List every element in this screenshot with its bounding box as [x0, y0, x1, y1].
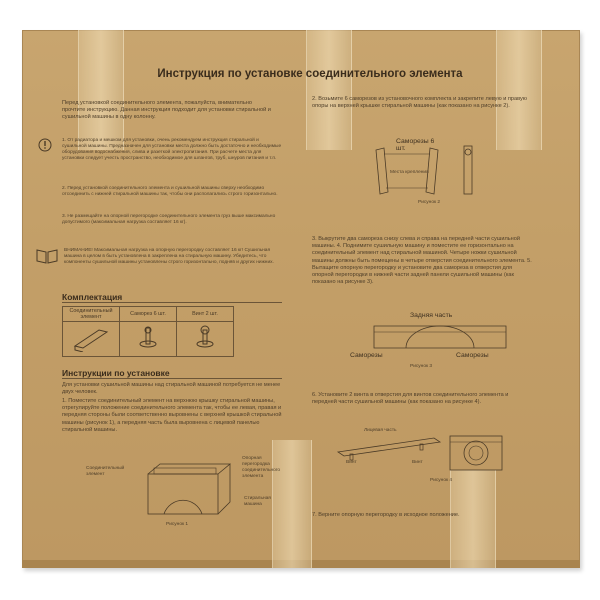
tape-strip-right	[496, 30, 542, 150]
bolt-icon	[195, 324, 215, 352]
fig4-label-screw-left: Винт	[346, 460, 357, 465]
kit-col-screws: Саморез 6 шт.	[120, 307, 177, 322]
fig2-label-mount: Места крепления	[390, 170, 429, 175]
kit-heading-underline	[62, 302, 282, 303]
figure-1-drawing	[136, 456, 236, 516]
kit-col-bolts: Винт 2 шт.	[177, 307, 234, 322]
step6-text: 6. Установите 2 винта в отверстия для винтов соединительного элемента и передней части сушильной машины (как показано на рисунке 4).	[312, 392, 509, 406]
kit-bolt-cell	[177, 322, 234, 357]
kit-table	[62, 306, 234, 357]
fig2-label-screws: Саморезы 6 шт.	[396, 138, 435, 152]
step2-text: 2. Возьмите 6 саморезов из установочного комплекта и закрепите левую и правую опоры на верхней крышке стиральной машины (как показано на рисунке 2).	[312, 96, 527, 110]
install-heading-underline	[62, 378, 282, 379]
fig4-label-screw-right: Винт	[412, 460, 423, 465]
fig1-label-support: Опорная перегородка соединительного элемента	[242, 456, 281, 479]
warning-text: ВНИМАНИЕ! Максимальная нагрузка на опорную перегородку составляет 16 кг! Сушильная машина в целом в быть установлена в закреплена на стиральную машину. Убедитесь, что компоненты сушильной машины установлены строго горизонтально, подняв и других нижних.	[64, 248, 274, 265]
page-title: Инструкция по установке соединительного элемента	[157, 68, 463, 80]
kit-col-element: Соединительный элемент	[63, 307, 120, 322]
figure-4-caption: Рисунок 4	[430, 478, 453, 483]
tape-strip-left	[78, 30, 124, 150]
note-2-text: 2. Перед установкой соединительного элемента и сушильной машины сверху необходимо отсоединить с нижней стиральной машины так, чтобы они располагались строго горизонтально.	[62, 186, 278, 197]
intro-text: Перед установкой соединительного элемента, пожалуйста, внимательно прочтите инструкцию. Данная инструкция подходит для установки стиральной и сушильной машины в одну колонну.	[62, 100, 271, 121]
step3-text: 3. Выкрутите два самореза снизу слева и справа на передней части сушильной машины. 4. Поднимите сушильную машину и поместите ее горизонтально на соединительный элемент над стиральной машиной. Четыре ножки сушильной машины должны быть помещены в четыре отверстия соединительного элемента. 5. Вытащите опорную перегородку и установите два самореза в отверстия для опорной перегородки в нижней части задней панели сушильной машины (как показано на рисунке 3).	[312, 236, 532, 286]
figure-4-right-drawing	[444, 426, 508, 474]
figure-2-caption: Рисунок 2	[418, 200, 441, 205]
fig3-label-screws-right: Саморезы	[456, 352, 489, 359]
install-step1-text: 1. Поместите соединительный элемент на верхнюю крышку стиральной машины, отрегулируйте положение соединительного элемента так, чтобы ее левая, правая и передняя стороны были соответственно выровнены с верхней крышкой стиральной машины (рисунок 1), а передняя часть была выровнена с лицевой панелью стиральной машины.	[62, 398, 282, 433]
connector-element-icon	[69, 324, 113, 352]
figure-3-drawing	[370, 318, 510, 354]
figure-1-caption: Рисунок 1	[166, 522, 189, 527]
kit-heading: Комплектация	[62, 292, 123, 302]
info-icon	[38, 138, 52, 152]
screw-icon	[138, 324, 158, 352]
tape-strip-center	[306, 30, 352, 150]
step7-text: 7. Верните опорную перегородку в исходное положение.	[312, 512, 460, 518]
fig4-label-front: Лицевая часть	[364, 428, 397, 433]
book-icon	[36, 248, 58, 264]
note-3-text: 3. Не размещайте на опорной перегородке соединительного элемента груз выше максимально допустимого (максимальная нагрузка составляет 16 кг).	[62, 214, 276, 225]
note-1-text: 1. От радиатора и мешком для установки, очень рекомендуем инструкция стиральной и сушильной машины. Предназначен для установки места должно быть достаточно и необходимые оборудования водоснабжения, слива и разеткой электропитания. При расчете места для установки следует учесть пространство, необходимое для шлангов, труб, шнуров питания и т.п.	[62, 138, 282, 161]
fig1-label-washer: Стиральная машина	[244, 496, 271, 507]
fig3-label-back: Задняя часть	[410, 312, 453, 319]
kit-element-cell	[63, 322, 120, 357]
fig1-label-element: Соединительный элемент	[86, 466, 125, 477]
figure-3-caption: Рисунок 3	[410, 364, 433, 369]
fig3-label-screws-left: Саморезы	[350, 352, 383, 359]
figure-4-left-drawing	[334, 432, 444, 462]
install-heading: Инструкции по установке	[62, 368, 170, 378]
install-intro-text: Для установки сушильной машины над стиральной машиной потребуется не менее двух человек.	[62, 382, 281, 396]
kit-screw-cell	[120, 322, 177, 357]
